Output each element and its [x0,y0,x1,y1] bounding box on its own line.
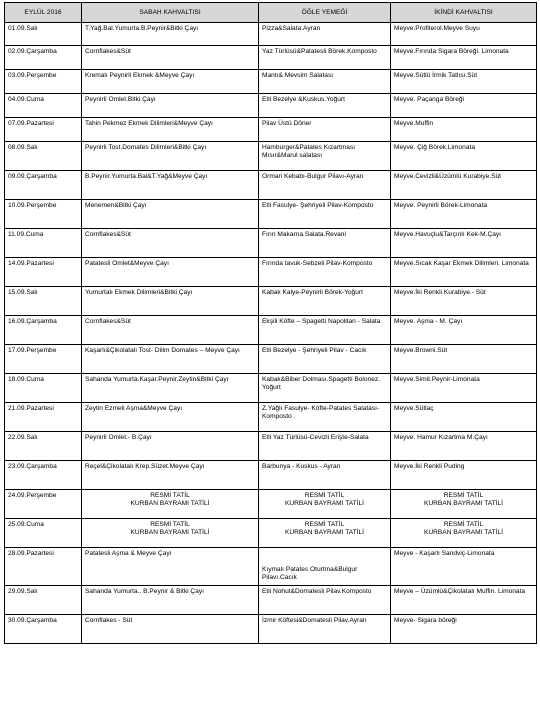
snack-cell: Meyve.Sütlü İrmik Tatlısı.Süt [391,70,537,94]
snack-cell: Meyve.Havuçlu&Tarçınlı Kek-M.Çayı [391,229,537,258]
breakfast-cell: Tahin Pekmez Ekmek Dilimleri&Meyve Çayı [82,118,259,142]
table-row [5,374,537,403]
table-row [5,258,537,287]
lunch-cell: Mantı& Mevsim Salatası [259,70,391,94]
lunch-cell: Pizza&Salata.Ayran [259,23,391,46]
breakfast-cell: Cornflakes - Süt [82,615,259,644]
header-snack: İKİNDİ KAHVALTISI [391,3,537,23]
snack-cell: Meyve – Üzümlü&Çikolatalı Muffin. Limonata [391,586,537,615]
breakfast-cell: RESMİ TATİL KURBAN BAYRAMI TATİLİ [82,490,259,519]
lunch-cell: Barbunya - Kuskus - Ayran [259,461,391,490]
breakfast-cell: Peynirli Tost.Domates Dilimleri&Bitki Çayı [82,142,259,171]
table-row [5,548,537,586]
table-row [5,287,537,316]
date-cell: 29.09.Salı [5,586,82,615]
snack-cell: Meyve.Simit.Peynir-Limonata [391,374,537,403]
breakfast-cell: Sahanda Yumurta.Kaşar.Peynir.Zeytin&Bitki Çayı [82,374,259,403]
lunch-cell: İzmir Köftesi&Domatesli Pilav.Ayran [259,615,391,644]
breakfast-cell: Patatesli Aşma & Meyve Çayı [82,548,259,586]
table-row [5,490,537,519]
snack-cell: Meyve.Sıcak Kaşar Ekmek Dilimleri. Limonata [391,258,537,287]
lunch-cell: Hamburger&Patates Kızartması Mısır&Marul salatası [259,142,391,171]
table-row [5,403,537,432]
snack-cell: Meyve.Fırında Sigara Böreği. Limonata [391,46,537,70]
table-row [5,94,537,118]
snack-cell: Meyve.Cevizli&Üzümlü Kurabiye.Süt [391,171,537,200]
lunch-cell: Etli Fasulye- Şehriyeli Pilav-Komposto [259,200,391,229]
table-row [5,345,537,374]
date-cell: 15.09.Salı [5,287,82,316]
snack-cell: Meyve. Peynirli Börek-Limonata [391,200,537,229]
header-lunch: ÖĞLE YEMEĞİ [259,3,391,23]
snack-cell: Meyve.İki Renkli Kurabiye.- Süt [391,287,537,316]
lunch-cell: Kıymalı Patates Oturtma&Bulgur Pilavı.Cacık [259,548,391,586]
lunch-cell: Pilav Üstü Döner [259,118,391,142]
table-row [5,118,537,142]
lunch-cell: Orman Kebabı-Bulgur Pilavı-Ayran [259,171,391,200]
breakfast-cell: Kaşarlı&Çikolatalı Tost- Dilim Domates – Meyve Çayı [82,345,259,374]
date-cell: 03.09.Perşembe [5,70,82,94]
lunch-cell: Fırında tavuk-Sebzeli Pilav-Komposto [259,258,391,287]
date-cell: 14.09.Pazartesi [5,258,82,287]
snack-cell: Meyve. Çiğ Börek.Limonata [391,142,537,171]
snack-cell: RESMİ TATİL KURBAN BAYRAMI TATİLİ [391,490,537,519]
date-cell: 07.09.Pazartesi [5,118,82,142]
table-row [5,23,537,46]
lunch-cell: RESMİ TATİL KURBAN BAYRAMI TATİLİ [259,519,391,548]
breakfast-cell: Patatesli Omlet&Meyve Çayı [82,258,259,287]
date-cell: 11.09.Cuma [5,229,82,258]
lunch-cell: Kabak&Biber Dolması.Spagetti Bolonez. Yoğurt [259,374,391,403]
breakfast-cell: Cornflakes&Süt [82,46,259,70]
date-cell: 04.09.Cuma [5,94,82,118]
date-cell: 22.09.Salı [5,432,82,461]
lunch-cell: RESMİ TATİL KURBAN BAYRAMI TATİLİ [259,490,391,519]
date-cell: 09.09.Çarşamba [5,171,82,200]
breakfast-cell: Reçel&Çikolatalı Krep.Süzet.Meyve Çayı [82,461,259,490]
snack-cell: Meyve- Sigara böreği [391,615,537,644]
date-cell: 02.09.Çarşamba [5,46,82,70]
snack-cell: Meyve.Profiterol.Meyve Suyu [391,23,537,46]
breakfast-cell: Cornflakes&Süt [82,229,259,258]
table-row [5,432,537,461]
breakfast-cell: Peynirli Omlet.Bitki Çayı [82,94,259,118]
date-cell: 17.09.Perşembe [5,345,82,374]
breakfast-cell: Kremalı Peynirli Ekmek &Meyve Çayı [82,70,259,94]
breakfast-cell: Cornflakes&Süt [82,316,259,345]
meal-menu-table [4,2,537,644]
table-row [5,229,537,258]
header-date: EYLÜL 2016 [5,3,82,23]
lunch-cell: Z.Yağlı Fasulye- Köfte-Patates Salatası-Komposto [259,403,391,432]
menu-body [5,23,537,644]
date-cell: 23.09.Çarşamba [5,461,82,490]
date-cell: 28.09.Pazartesi [5,548,82,586]
table-row [5,70,537,94]
table-row [5,142,537,171]
table-row [5,615,537,644]
breakfast-cell: B.Peynir.Yumurta.Bal&T.Yağ&Meyve Çayı [82,171,259,200]
date-cell: 10.09.Perşembe [5,200,82,229]
lunch-cell: Etli Yaz Türlüsü-Cevizli Erişte-Salata [259,432,391,461]
date-cell: 16.09.Çarşamba [5,316,82,345]
snack-cell: Meyve.İki Renkli Puding [391,461,537,490]
lunch-cell: Etli Bezelye &Kuskus.Yoğurt [259,94,391,118]
table-row [5,171,537,200]
table-row [5,519,537,548]
snack-cell: Meyve. Hamur Kızartma M.Çayı [391,432,537,461]
breakfast-cell: Menemen&Bitki Çayı [82,200,259,229]
snack-cell: RESMİ TATİL KURBAN BAYRAMI TATİLİ [391,519,537,548]
snack-cell: Meyve. Paçanga Böreği [391,94,537,118]
breakfast-cell: RESMİ TATİL KURBAN BAYRAMI TATİLİ [82,519,259,548]
table-row [5,461,537,490]
date-cell: 21.09.Pazartesi [5,403,82,432]
breakfast-cell: Sahanda Yumurta.. B.Peynir & Bitki Çayı [82,586,259,615]
snack-cell: Meyve.Sütlaç [391,403,537,432]
breakfast-cell: Yumurtalı Ekmek Dilimleri&Bitki Çayı [82,287,259,316]
header-row [5,3,537,23]
table-row [5,586,537,615]
breakfast-cell: Zeytin Ezmeli Aşma&Meyve Çayı [82,403,259,432]
snack-cell: Meyve - Kaşarlı Sandviç-Limonata [391,548,537,586]
date-cell: 25.09.Cuma [5,519,82,548]
date-cell: 24.09.Perşembe [5,490,82,519]
lunch-cell: Yaz Türlüsü&Patatesli Börek.Komposto [259,46,391,70]
date-cell: 01.09.Salı [5,23,82,46]
lunch-cell: Etli Nohut&Domatesli Pilav.Komposto [259,586,391,615]
table-row [5,200,537,229]
lunch-cell: Ekşili Köfte – Spagetti Napolitan - Salata [259,316,391,345]
date-cell: 18.09.Cuma [5,374,82,403]
snack-cell: Meyve.Browni.Süt [391,345,537,374]
lunch-cell: Fırın Makarna.Salata.Revani [259,229,391,258]
breakfast-cell: T.Yağ.Bal.Yumurta.B.Peynir&Bitki Çayı [82,23,259,46]
snack-cell: Meyve.Muffin [391,118,537,142]
breakfast-cell: Peynirli Omlet.- B.Çayı [82,432,259,461]
lunch-cell: Etli Bezelye - Şehriyeli Pilav - Cacık [259,345,391,374]
table-row [5,316,537,345]
date-cell: 30.09.Çarşamba [5,615,82,644]
table-row [5,46,537,70]
snack-cell: Meyve. Aşma - M. Çayı [391,316,537,345]
date-cell: 08.09.Salı [5,142,82,171]
header-breakfast: SABAH KAHVALTISI [82,3,259,23]
lunch-cell: Kabak Kalye-Peynirli Börek-Yoğurt [259,287,391,316]
